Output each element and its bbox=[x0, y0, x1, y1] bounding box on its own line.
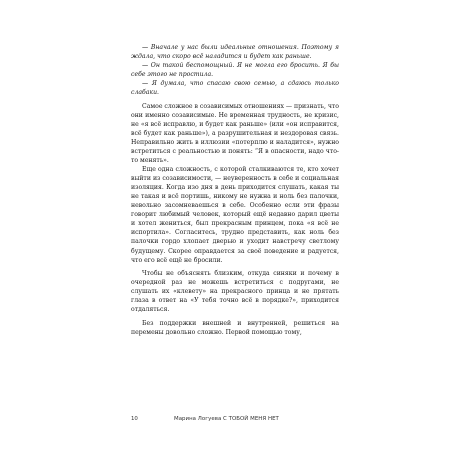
book-page bbox=[131, 43, 339, 423]
dialog-line: — Я думала, что спасаю свою семью, а сдаюсь только слабаки. bbox=[131, 80, 339, 97]
page-number: 10 bbox=[131, 416, 138, 422]
dialog-line: — Вначале у нас были идеальные отношения. Поэтому я ждала, что скоро всё наладится и будет как раньше. bbox=[131, 44, 339, 61]
running-head: Марина Логуева С ТОБОЙ МЕНЯ НЕТ bbox=[174, 416, 279, 422]
page-body bbox=[131, 43, 339, 337]
paragraph: Без поддержки внешней и внутренней, решиться на перемены довольно сложно. Первой помощью тому, bbox=[131, 319, 339, 336]
paragraph: Еще одна сложность, с которой сталкиваются те, кто хочет выйти из созависимости, — неуверенность в себе и социальная изоляция. Когда изо дня в день приходится слушать, какая ты не такая и всё портишь, никому не нужна и ноль без палочки, невольно засомневаешься в себе. Особенно если эти фразы говорит любимый человек, который ещё недавно дарил цветы и хотел жениться, был прекрасным принцем, пока «я всё не испортила». Согласитесь, трудно представить, как ноль без палочки гордо хлопает дверью и уходит навстречу светлому будущему. Скорее оправдается за своё поведение и радуется, что его всё ещё не бросили. bbox=[131, 166, 339, 264]
paragraph: Чтобы не объяснять близким, откуда синяки и почему в очередной раз не можешь встретиться с подругами, не слушать их «клевету» на прекрасного принца и не прятать глаза в ответ на «У тебя точно всё в порядке?», приходится отдаляться. bbox=[131, 270, 339, 314]
page-footer bbox=[131, 416, 339, 426]
dialog-line: — Он такой беспомощный. Я не могла его бросить. Я бы себе этого не простила. bbox=[131, 62, 339, 79]
paragraph: Самое сложное в созависимых отношениях — признать, что они именно созависимые. Не временная трудность, не кризис, не «я всё исправлю, и будет как раньше» (или «он исправится, всё будет как раньше»), а разрушительная и нездоровая связь. Неправильно жить в иллюзии «потерплю и наладится», нужно встретиться с реальностью и понять: “Я в опасности, надо что-то менять». bbox=[131, 102, 340, 165]
